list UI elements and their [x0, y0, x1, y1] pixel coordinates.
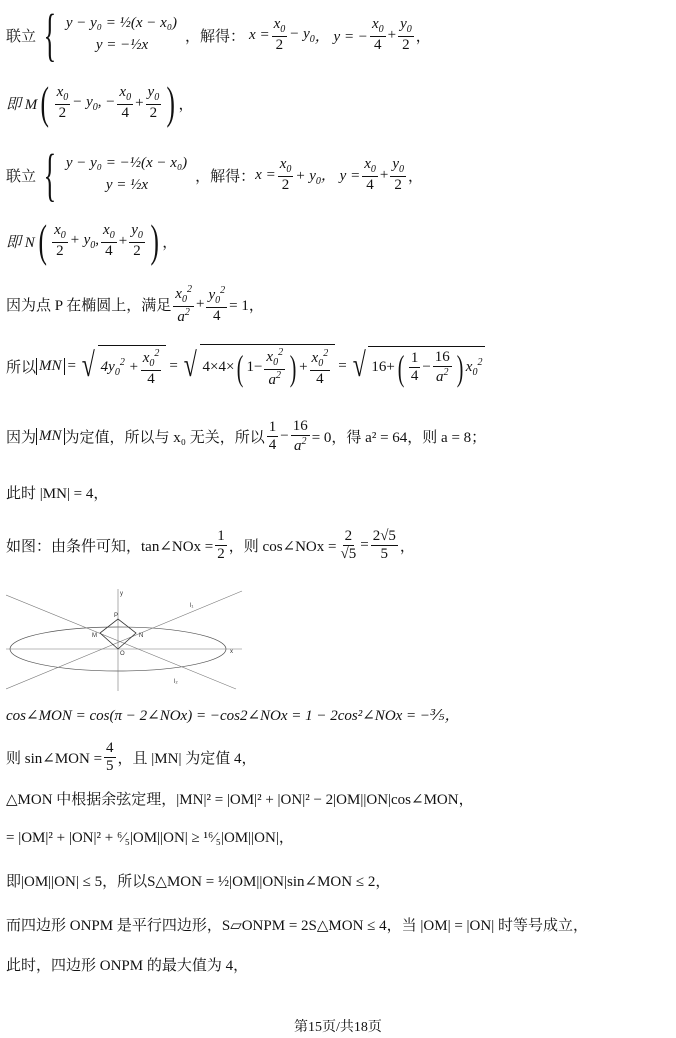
label-p: P: [114, 613, 119, 619]
equation-line: y − y₀ = −½(x − x₀): [65, 155, 188, 172]
cosine-law-line: △MON 中根据余弦定理，|MN|² = |OM|² + |ON|² − 2|OM||ON|cos∠MON，: [6, 792, 474, 808]
label-x: x: [230, 649, 233, 655]
mn-length-expression: 所以 MN = √ $4y_0^2$ + $\frac{x_0^2}{4}$ = √ 4×4× ( 1− $\frac{x_0^2}{a^2}$ ) + $\frac{x_0^2}{4}$ = √ 16+ ( $\frac{1}{4}$ − $\frac{16}{a^2}$ ) $x_0^2$: [6, 344, 485, 389]
constant-condition: 因为 MN 为定值，所以与 x₀ 无关，所以 $\frac{1}{4}$ − $\frac{16}{a^2}$ = 0，得 a² = 64，则 a = 8；: [6, 418, 487, 455]
page-footer: 第15页/共18页: [294, 1020, 382, 1035]
label-m: M: [92, 633, 97, 639]
ellipse-condition: 因为点 P 在椭圆上，满足 $\frac{x_0^2}{a^2}$ + $\frac{y_0^2}{4}$ = 1，: [6, 284, 264, 325]
area-bound-line: 即|OM||ON| ≤ 5，所以S△MON = ½|OM||ON|sin∠MON ≤ 2，: [6, 874, 391, 890]
point-n: 即 N ( $\frac{x_0}{2}$ + $y_0$, $\frac{x_0}{4}$ + $\frac{y_0}{2}$ ) ，: [6, 215, 178, 266]
label-n: N: [139, 633, 144, 639]
line-l1: [6, 591, 242, 689]
conclusion-line: 此时，四边形 ONPM 的最大值为 4，: [6, 958, 249, 974]
sin-mon-statement: 则 sin∠MON = $\frac{4}{5}$ ，且 |MN| 为定值 4，: [6, 740, 257, 775]
label-y: y: [120, 591, 123, 597]
label-l1: l₁: [190, 603, 194, 609]
cos-mon-expression: cos∠MON = cos(π − 2∠NOx) = −cos2∠NOx = 1 − 2cos²∠NOx = −⅗，: [6, 708, 460, 724]
label-l2: l₂: [174, 679, 178, 685]
equation-line: y = −½x: [95, 37, 149, 53]
tan-cos-statement: 如图：由条件可知，tan∠NOx = $\frac{1}{2}$ ，则 cos∠NOx = $\frac{2}{√5}$ = $\frac{2√5}{5}$ ，: [6, 528, 415, 563]
label-o: O: [120, 651, 125, 657]
inequality-line: = |OM|² + |ON|² + ⁶⁄₅|OM||ON| ≥ ¹⁶⁄₅|OM||ON|，: [6, 830, 294, 846]
equation-line: y − y₀ = ½(x − x₀): [65, 15, 178, 32]
point-m: 即 M ( $\frac{x_0}{2}$ − $y_0$, − $\frac{x_0}{4}$ + $\frac{y_0}{2}$ ) ，: [6, 77, 194, 128]
system-equations-1: 联立 { y − y₀ = ½(x − x₀) y = −½x ，解得： x = $\frac{x_0}{2}$ − $y_0$ ， y = − $\frac{x_0}{4}$ + $\frac{y_0}{2}$ ，: [6, 2, 431, 67]
equation-line: y = ½x: [105, 177, 149, 193]
ellipse-figure: [6, 585, 246, 693]
system-equations-2: 联立 { y − y₀ = −½(x − x₀) y = ½x ，解得： x = $\frac{x_0}{2}$ + $y_0$， y = $\frac{x_0}{4}$ + $\frac{y_0}{2}$ ，: [6, 142, 424, 207]
mn-value: 此时 |MN| = 4，: [6, 486, 109, 502]
parallelogram-area-line: 而四边形 ONPM 是平行四边形，S▱ONPM = 2S△MON ≤ 4，当 |OM| = |ON| 时等号成立，: [6, 918, 588, 934]
